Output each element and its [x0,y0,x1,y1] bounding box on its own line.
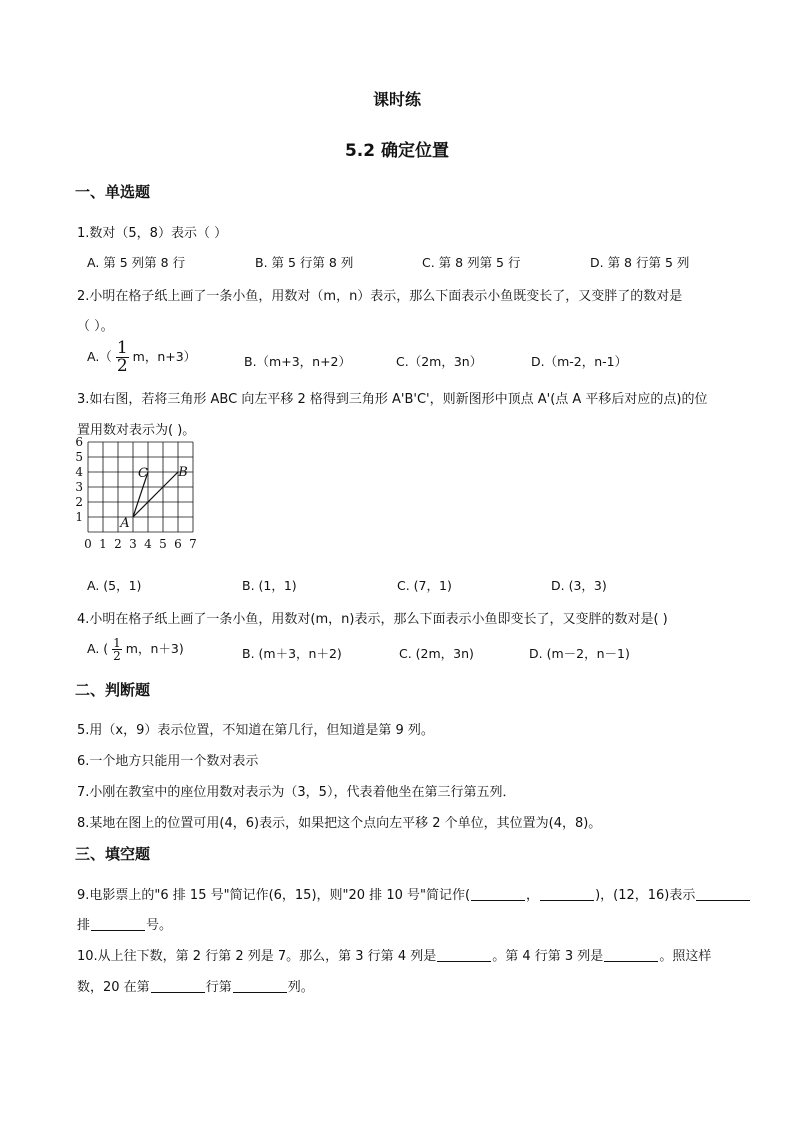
y-tick-label: 4 [75,465,83,479]
q1-option-c[interactable]: C. 第 8 列第 5 行 [422,255,521,270]
one-half-fraction [116,340,129,375]
q10-text-1: 10.从上往下数，第 2 行第 2 列是 7。那么，第 3 行第 4 列是 [77,949,437,964]
x-tick-label: 5 [159,537,167,551]
q4-option-c[interactable]: C. (2m，3n) [399,646,474,661]
q9-blank-3[interactable] [696,887,750,901]
section-heading-true-false: 二、判断题 [75,681,151,699]
q1-option-d[interactable]: D. 第 8 行第 5 列 [590,255,690,270]
lesson-title: 5.2 确定位置 [344,141,450,161]
q10-text-5: 行第 [205,980,232,995]
grid-lines [88,442,193,532]
question-2: 2.小明在格子纸上画了一条小鱼，用数对（m，n）表示，那么下面表示小鱼既变长了，又变胖了的数对是 [77,289,683,304]
q4-option-a-prefix: A. ( [87,641,109,656]
question-3: 3.如右图，若将三角形 ABC 向左平移 2 格得到三角形 A'B'C'，则新图形中顶点 A'(点 A 平移后对应的点)的位 [77,392,708,407]
question-2-cont: （ ）。 [77,319,114,334]
q9-text-1: 9.电影票上的"6 排 15 号"简记作(6，15)，则"20 排 10 号"简记作( [77,888,471,903]
q9-text-4: 排 [77,918,91,933]
q9-blank-2[interactable] [540,887,594,901]
fraction-denominator: 2 [113,649,121,663]
question-6: 6.一个地方只能用一个数对表示 [77,754,259,769]
page-title: 课时练 [372,90,421,109]
section-heading-fill-in: 三、填空题 [75,845,151,863]
q10-blank-1[interactable] [437,948,491,962]
point-label-b: B [178,465,188,480]
x-tick-label: 7 [189,537,197,551]
point-label-c: C [138,466,148,481]
y-tick-label: 2 [75,495,83,509]
point-label-a: A [120,516,130,531]
q3-option-c[interactable]: C. (7，1) [397,578,452,593]
q9-text-5: 号。 [146,918,173,933]
question-7: 7.小刚在教室中的座位用数对表示为（3，5），代表着他坐在第三行第五列． [77,785,516,800]
x-tick-label: 0 [84,537,92,551]
q4-option-a-suffix: m，n＋3) [125,641,184,656]
question-10-cont [77,976,314,995]
coordinate-grid-figure [70,435,205,564]
question-4: 4.小明在格子纸上画了一条小鱼，用数对(m，n)表示，那么下面表示小鱼即变长了，又变胖的数对是( ) [77,612,668,627]
x-tick-label: 1 [99,537,107,551]
q1-option-a[interactable]: A. 第 5 列第 8 行 [87,255,186,270]
section-heading-single-choice: 一、单选题 [75,183,151,201]
question-9-cont [77,914,172,933]
q2-option-a[interactable] [87,340,196,375]
q4-option-d[interactable]: D. (m－2，n－1) [529,646,630,661]
x-tick-label: 3 [129,537,137,551]
question-10 [77,945,711,964]
q3-option-d[interactable]: D. (3，3) [551,578,607,593]
q2-option-a-prefix: A.（ [87,349,112,364]
question-9 [77,884,751,903]
x-tick-label: 2 [114,537,122,551]
q10-text-4: 数，20 在第 [77,980,150,995]
q9-text-2: ， [526,888,540,903]
q9-blank-4[interactable] [91,917,145,931]
q10-text-3: 。照这样 [659,949,712,964]
grid-tick-labels [75,435,196,551]
fraction-numerator: 1 [116,338,128,358]
x-tick-label: 4 [144,537,152,551]
question-5: 5.用（x，9）表示位置，不知道在第几行，但知道是第 9 列。 [77,723,434,738]
q10-blank-2[interactable] [604,948,658,962]
q2-option-a-suffix: m，n+3） [132,349,197,364]
y-tick-label: 1 [75,510,83,524]
fraction-denominator: 2 [116,356,128,376]
q1-option-b[interactable]: B. 第 5 行第 8 列 [255,255,354,270]
q2-option-d[interactable]: D.（m-2，n-1） [531,354,628,369]
q10-text-2: 。第 4 行第 3 列是 [492,949,604,964]
q9-text-3: )，(12，16)表示 [595,888,696,903]
fraction-numerator: 1 [113,636,121,650]
q4-option-a[interactable] [87,637,184,662]
y-tick-label: 6 [75,435,83,449]
q10-blank-4[interactable] [233,979,287,993]
q9-blank-1[interactable] [471,887,525,901]
q10-blank-3[interactable] [151,979,205,993]
y-tick-label: 3 [75,480,83,494]
q3-option-b[interactable]: B. (1，1) [242,578,297,593]
q2-option-c[interactable]: C.（2m，3n） [396,354,483,369]
question-3-cont: 置用数对表示为( )。 [77,423,196,438]
q2-option-b[interactable]: B.（m+3，n+2） [244,354,352,369]
x-tick-label: 6 [174,537,182,551]
one-half-fraction [112,637,122,662]
q4-option-b[interactable]: B. (m＋3，n＋2) [242,646,342,661]
question-8: 8.某地在图上的位置可用(4，6)表示，如果把这个点向左平移 2 个单位，其位置为(4，8)。 [77,816,602,831]
y-tick-label: 5 [75,450,83,464]
q10-text-6: 列。 [287,980,314,995]
question-1: 1.数对（5，8）表示（ ） [77,226,228,241]
q3-option-a[interactable]: A. (5，1) [87,578,142,593]
triangle-abc [119,465,187,531]
